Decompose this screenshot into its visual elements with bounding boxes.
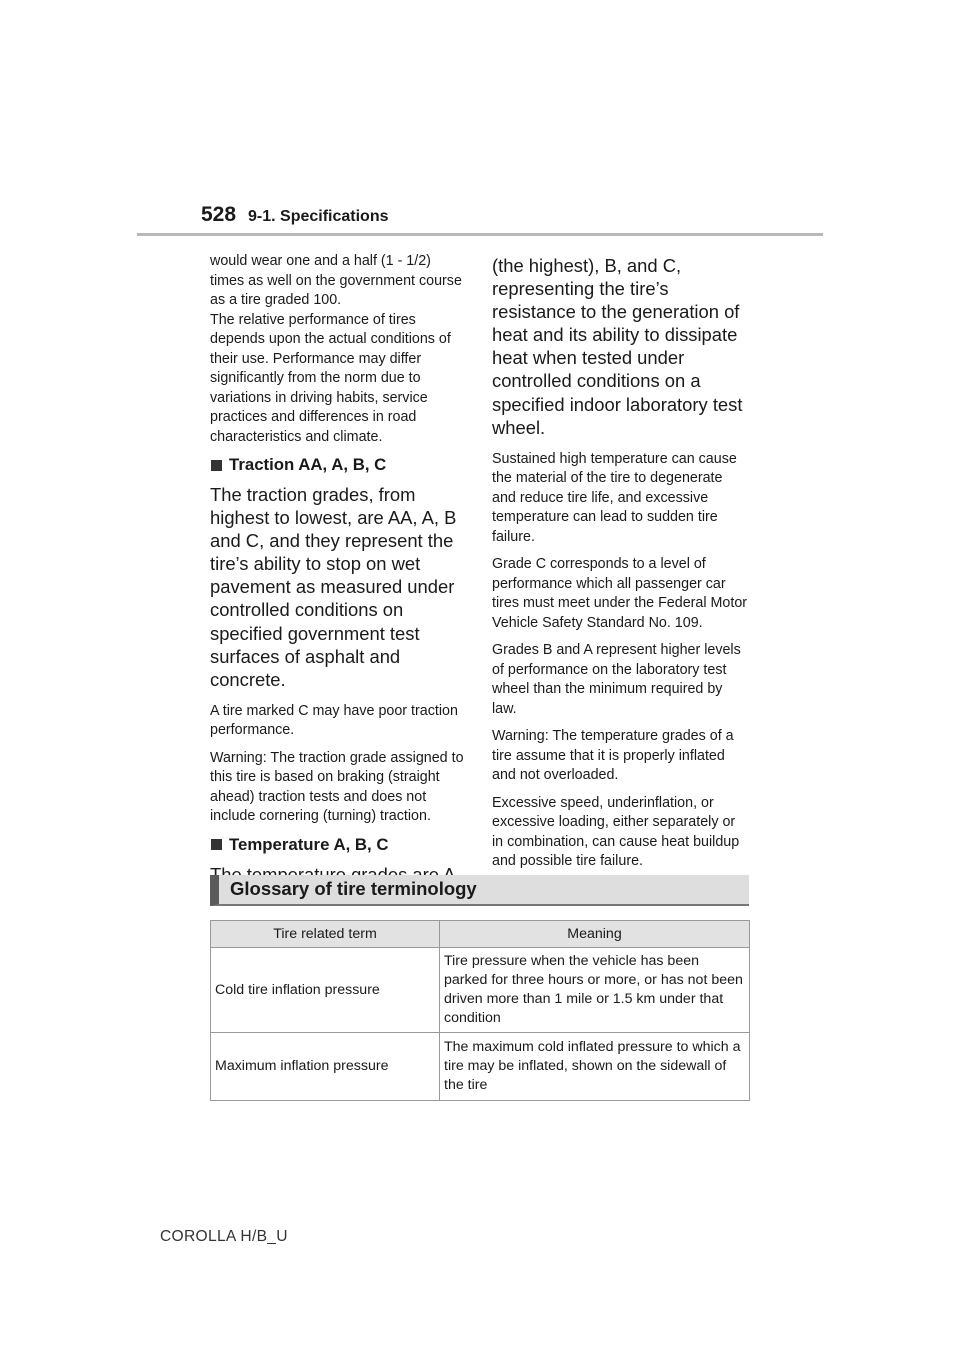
meaning-cell: Tire pressure when the vehicle has been parked for three hours or more, or has not been driven more than 1 mile or 1.5 km under that condition xyxy=(440,948,750,1033)
paragraph: The relative performance of tires depends upon the actual conditions of their use. Performance may differ significantly from the norm due to variations in driving habits, service practices and differences in road characteristics and climate. xyxy=(210,311,451,445)
traction-heading xyxy=(210,455,468,475)
meaning-cell: The maximum cold inflated pressure to which a tire may be inflated, shown on the sidewall of the tire xyxy=(440,1033,750,1101)
table-row xyxy=(211,948,750,1033)
glossary-table xyxy=(210,920,750,1101)
paragraph: Grades B and A represent higher levels of performance on the laboratory test wheel than the minimum required by law. xyxy=(492,642,741,717)
glossary-heading-text: Glossary of tire terminology xyxy=(230,878,477,899)
paragraph: (the highest), B, and C, representing the tire’s resistance to the generation of heat and its ability to dissipate heat when tested under controlled conditions on a specified indoor laboratory test wheel. xyxy=(492,255,743,438)
paragraph: The traction grades, from highest to lowest, are AA, A, B and C, and they represent the tire’s ability to stop on wet pavement as measured under controlled conditions on specified government test surfaces of asphalt and concrete. xyxy=(210,484,457,690)
paragraph: would wear one and a half (1 - 1/2) times as well on the government course as a tire graded 100. xyxy=(210,253,462,308)
paragraph: A tire marked C may have poor traction performance. xyxy=(210,702,458,739)
column-header: Tire related term xyxy=(211,921,440,948)
page-number: 528 xyxy=(201,203,237,226)
header-rule xyxy=(137,233,823,236)
square-bullet-icon xyxy=(211,460,222,471)
table-header-row xyxy=(211,921,750,948)
square-bullet-icon xyxy=(211,839,222,850)
temperature-heading xyxy=(210,835,468,855)
traction-heading-text: Traction AA, A, B, C xyxy=(229,455,387,474)
paragraph: Warning: The temperature grades of a tire assume that it is properly inflated and not overloaded. xyxy=(492,728,734,784)
column-header: Meaning xyxy=(440,921,750,948)
glossary-heading xyxy=(210,875,749,906)
paragraph: Sustained high temperature can cause the material of the tire to degenerate and reduce tire life, and excessive temperature can lead to sudden tire failure. xyxy=(492,450,737,545)
right-column xyxy=(492,254,750,880)
temperature-heading-text: Temperature A, B, C xyxy=(229,834,389,854)
term-cell: Cold tire inflation pressure xyxy=(211,948,440,1033)
paragraph: Grade C corresponds to a level of performance which all passenger car tires must meet under the Federal Motor Vehicle Safety Standard No. 109. xyxy=(492,556,748,631)
term-cell: Maximum inflation pressure xyxy=(211,1033,440,1101)
paragraph: Warning: The traction grade assigned to this tire is based on braking (straight ahead) traction tests and does not include cornering (turning) traction. xyxy=(210,749,464,825)
paragraph: Excessive speed, underinflation, or excessive loading, either separately or in combination, can cause heat buildup and possible tire failure. xyxy=(492,794,740,870)
left-column xyxy=(210,252,468,897)
table-row xyxy=(211,1033,750,1101)
footer-model: COROLLA H/B_U xyxy=(160,1228,288,1245)
section-title: 9-1. Specifications xyxy=(248,208,389,225)
